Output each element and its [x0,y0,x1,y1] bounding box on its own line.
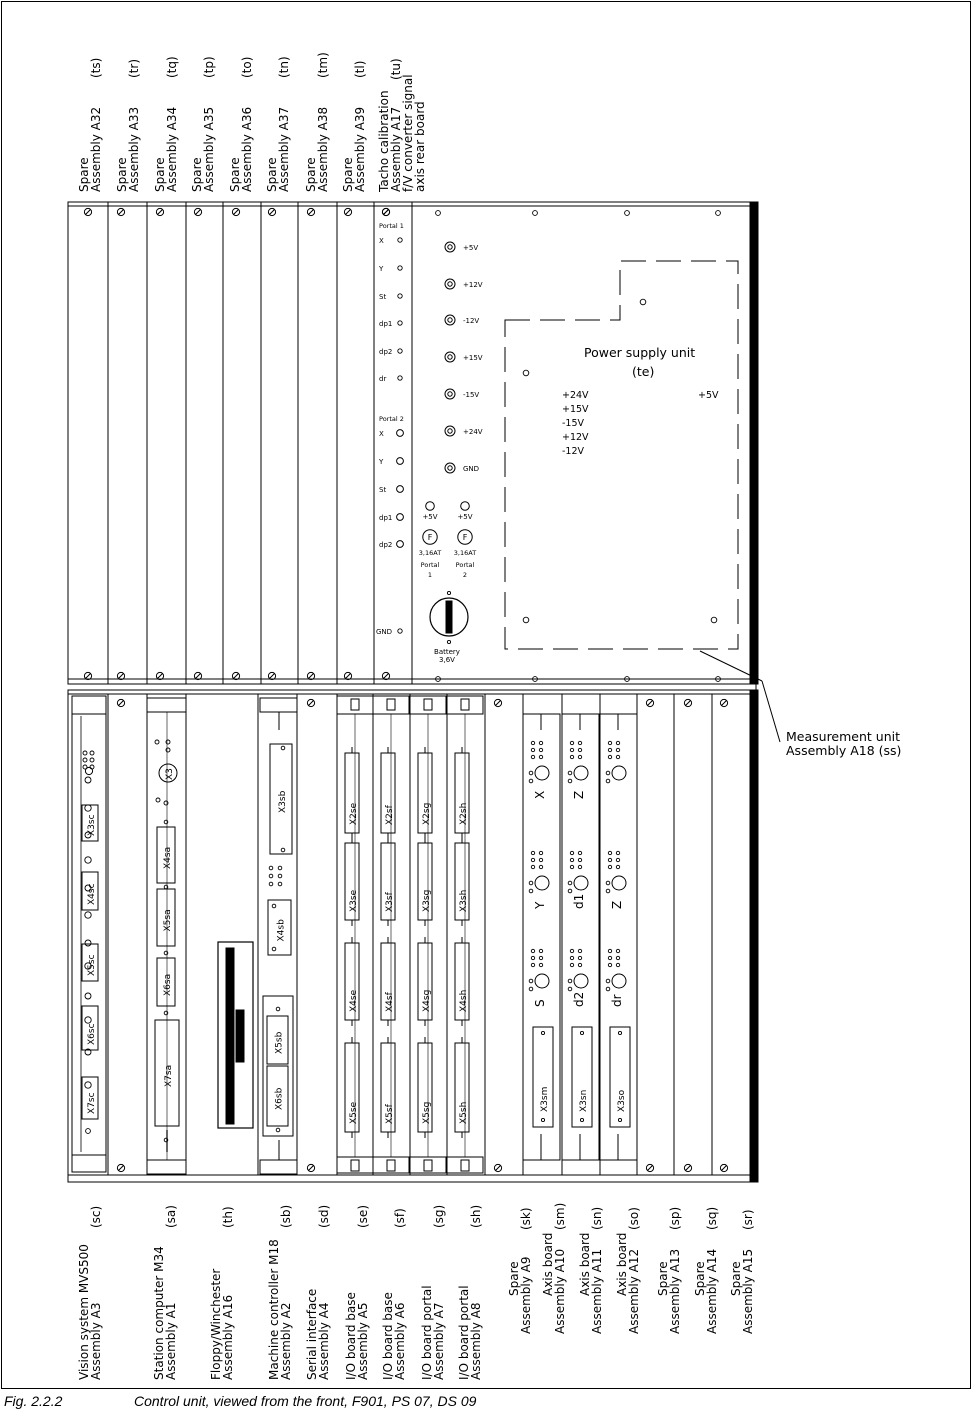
top-label-code: (tp) [202,56,216,78]
portal1-signal: St [379,293,387,301]
bottom-label-line1: Spare [693,1261,707,1296]
top-label-line1: Spare [77,157,91,192]
figure-number: Fig. 2.2.2 [4,1393,63,1409]
bottom-label-line2: Assembly A5 [356,1302,370,1380]
portal1-signal: dp2 [379,348,393,356]
bottom-label-line2: Assembly A12 [627,1248,641,1334]
test-point-label: GND [463,465,480,473]
fuse-rating: 3,16AT [453,549,477,557]
tacho-label-line2: Assembly A17 [389,106,403,192]
axis-label: d2 [572,991,586,1007]
axis-connector-label: X3so [617,1089,627,1112]
bottom-label-code: (sd) [317,1204,331,1228]
bottom-label-line1: Axis board [615,1232,629,1296]
bottom-label-line2: Assembly A2 [279,1302,293,1380]
bottom-label-code: (sh) [469,1204,483,1228]
top-label-line2: Assembly A33 [127,106,141,192]
axis-connector-label: X3sn [579,1089,589,1112]
tacho-label-code: (tu) [389,58,403,80]
axis-connector-label: X3sm [540,1086,550,1112]
bottom-label-line1: I/O board base [344,1292,358,1380]
fuse-portal: Portal [420,561,440,569]
connector-label: X5sb [274,1031,285,1054]
bottom-label-line2: Assembly A9 [519,1256,533,1334]
connector-label: X6sb [274,1087,285,1110]
fuse-letter: F [427,533,433,542]
connector-label: X3sh [459,889,469,912]
top-label-line1: Spare [228,157,242,192]
bottom-label-line1: I/O board base [381,1292,395,1380]
connector-label: X2se [349,802,359,825]
bottom-label-line2: Assembly A10 [553,1248,567,1334]
bottom-label-code: (sc) [89,1205,103,1228]
top-label-line1: Spare [115,157,129,192]
connector-label: X5sc [87,954,97,976]
connector-label: X4sb [276,919,287,942]
test-point-label: +5V [463,244,479,252]
top-label-line1: Spare [341,157,355,192]
bottom-label-line1: Station computer M34 [152,1246,166,1380]
bottom-label-line1: Vision system MVS500 [77,1244,91,1380]
bottom-label-code: (sn) [590,1206,604,1230]
fuse-voltage: +5V [422,513,438,521]
top-label-line2: Assembly A36 [240,106,254,192]
connector-label: X5sa [163,909,173,932]
top-label-line1: Spare [153,157,167,192]
tacho-label-line4: axis rear board [413,101,427,192]
bottom-label-line1: Machine controller M18 [267,1239,281,1380]
top-label-line2: Assembly A35 [202,106,216,192]
top-label-line1: Spare [265,157,279,192]
top-label-code: (tl) [353,60,367,78]
battery-voltage: 3,6V [439,656,455,664]
portal2-signal: dp1 [379,514,393,522]
axis-label: Y [533,901,547,909]
bottom-label-line2: Assembly A1 [164,1302,178,1380]
bottom-label-line2: Assembly A13 [668,1248,682,1334]
test-point-label: +12V [463,281,483,289]
tacho-label-line3: f/V converter signal [401,74,415,192]
bottom-label-code: (th) [221,1206,235,1228]
psu-rail: +24V [562,390,589,401]
fuse-portal-number: 1 [427,571,433,579]
axis-label: Z [610,900,624,909]
figure-title: Control unit, viewed from the front, F901, PS 07, DS 09 [134,1393,477,1409]
bottom-label-line2: Assembly A15 [741,1248,755,1334]
bottom-label-code: (sa) [164,1205,178,1228]
portal1-signal: dp1 [379,320,393,328]
bottom-label-code: (sr) [741,1209,755,1230]
connector-label: X2sh [459,802,469,825]
bottom-label-code: (so) [627,1207,641,1230]
connector-label: X5se [349,1101,359,1124]
portal1-signal: Y [379,265,384,273]
top-label-code: (tm) [316,52,330,78]
top-label-line2: Assembly A39 [353,106,367,192]
bottom-label-line2: Assembly A8 [469,1302,483,1380]
top-label-line2: Assembly A32 [89,106,103,192]
top-label-line2: Assembly A38 [316,106,330,192]
axis-label: Z [572,790,586,799]
fuse-rating: 3,16AT [418,549,442,557]
test-point-label: -15V [463,391,480,399]
connector-label: X3sg [422,889,432,912]
tacho-label-line1: Tacho calibration [377,90,391,192]
axis-label: S [533,999,547,1007]
psu-rail: -12V [562,446,585,457]
psu-rail: +15V [562,404,589,415]
connector-label: X5sg [422,1101,432,1124]
connector-label: X3sf [385,892,395,912]
bottom-label-line2: Assembly A3 [89,1302,103,1380]
fuse-portal-number: 2 [462,571,468,579]
fuse-voltage: +5V [457,513,473,521]
top-label-code: (tn) [277,56,291,78]
psu-code: (te) [632,364,655,379]
figure-caption [4,1393,476,1409]
fuse-portal: Portal [455,561,475,569]
top-label-line1: Spare [190,157,204,192]
axis-label: d1 [572,893,586,909]
bottom-label-code: (sk) [519,1207,533,1230]
connector-label: X6sc [87,1023,97,1045]
test-point-label: +15V [463,354,483,362]
bottom-label-line1: Spare [729,1261,743,1296]
bottom-label-line1: I/O board portal [457,1285,471,1380]
measurement-line1: Measurement unit [786,729,901,744]
top-label-code: (tr) [127,58,141,78]
connector-label: X4se [349,989,359,1012]
portal1-title: Portal 1 [379,222,404,230]
connector-label: X2sg [422,802,432,825]
bottom-label-line1: Spare [507,1261,521,1296]
connector-label: X5sf [385,1104,395,1124]
portal2-title: Portal 2 [379,415,404,423]
bottom-label-code: (sm) [553,1202,567,1230]
psu-rail: -15V [562,418,585,429]
bottom-label-code: (sg) [432,1204,446,1228]
connector-label: X5sh [459,1101,469,1124]
bottom-label-line2: Assembly A4 [317,1302,331,1380]
battery-label: Battery [434,648,460,656]
bottom-label-line1: Spare [656,1261,670,1296]
connector-label: X7sc [87,1092,97,1114]
connector-label: X4sc [87,883,97,905]
portal2-signal: Y [379,458,384,466]
fuse-letter: F [462,533,468,542]
bottom-label-line1: Serial interface [305,1288,319,1380]
top-label-line1: Spare [304,157,318,192]
top-label-code: (to) [240,56,254,78]
psu-rail-right: +5V [698,390,719,401]
connector-label: X7sa [164,1064,174,1087]
dynamic-elements [77,52,901,1380]
connector-label: X3sc [87,814,97,836]
bottom-label-code: (sf) [393,1208,407,1228]
bottom-label-line2: Assembly A14 [705,1248,719,1334]
connector-label: X4sg [422,989,432,1012]
bottom-label-line2: Assembly A11 [590,1248,604,1334]
connector-label: X2sf [385,805,395,825]
top-label-code: (tq) [165,56,179,78]
portal1-signal: dr [379,375,387,383]
gnd-label: GND [376,628,393,636]
connector-label: X6sa [163,973,173,996]
connector-label: X4sa [163,846,173,869]
bottom-label-line1: Axis board [541,1232,555,1296]
connector-label: X3sb [278,790,288,813]
bottom-label-line2: Assembly A6 [393,1302,407,1380]
measurement-line2: Assembly A18 (ss) [786,743,902,758]
top-label-line2: Assembly A37 [277,106,291,192]
connector-label: X4sh [459,989,469,1012]
bottom-label-line1: Floppy/Winchester [209,1268,223,1380]
portal2-signal: St [379,486,387,494]
bottom-label-line1: Axis board [578,1232,592,1296]
axis-label: X [533,790,547,799]
connector-label: X3se [349,889,359,912]
psu-rail: +12V [562,432,589,443]
portal1-signal: X [379,237,384,245]
connector-label: X4sf [385,992,395,1012]
bottom-label-line2: Assembly A7 [432,1302,446,1380]
psu-title: Power supply unit [584,345,696,360]
portal2-signal: dp2 [379,541,393,549]
bottom-label-code: (se) [356,1205,370,1228]
bottom-label-code: (sb) [279,1204,293,1228]
connector-label: X3 [165,768,175,780]
top-label-code: (ts) [89,57,103,78]
bottom-label-line2: Assembly A16 [221,1294,235,1380]
test-point-label: -12V [463,317,480,325]
axis-label: dr [610,994,624,1007]
portal2-signal: X [379,430,384,438]
bottom-label-line1: I/O board portal [420,1285,434,1380]
bottom-label-code: (sp) [668,1206,682,1230]
top-label-line2: Assembly A34 [165,106,179,192]
test-point-label: +24V [463,428,483,436]
bottom-label-code: (sq) [705,1206,719,1230]
